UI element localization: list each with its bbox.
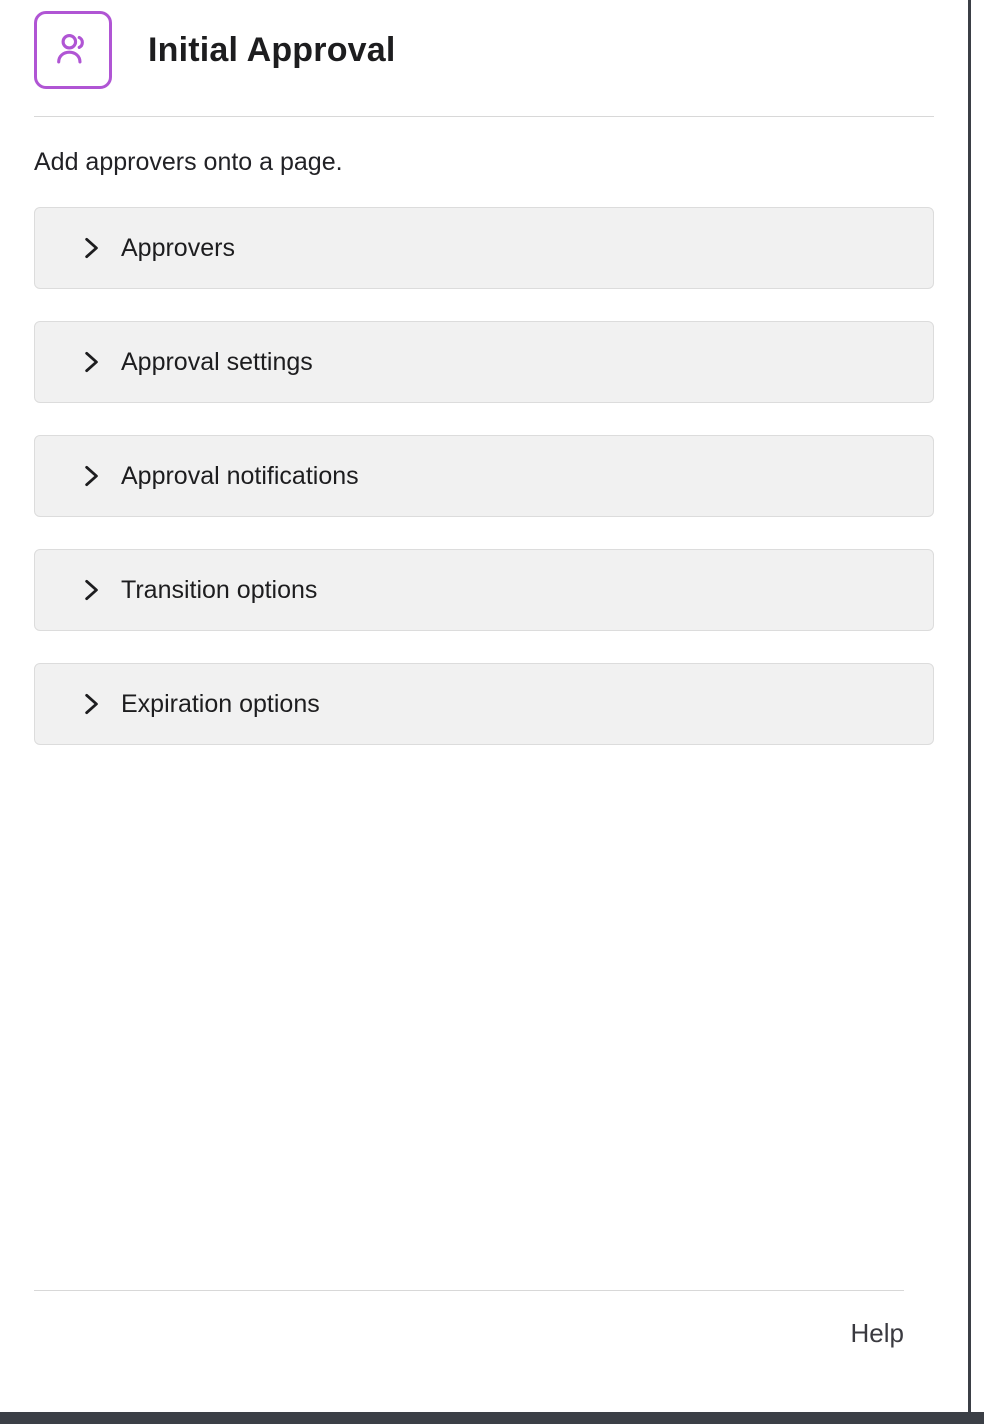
chevron-right-icon <box>61 347 121 377</box>
section-label: Expiration options <box>121 689 320 718</box>
panel-header <box>0 0 968 86</box>
section-label: Approval notifications <box>121 461 359 490</box>
section-label: Approvers <box>121 233 235 262</box>
section-approval-settings[interactable] <box>34 321 934 403</box>
footer-divider <box>34 1290 904 1291</box>
section-transition-options[interactable] <box>34 549 934 631</box>
panel-footer <box>0 1318 968 1349</box>
approvers-people-icon <box>34 11 112 89</box>
chevron-right-icon <box>61 233 121 263</box>
section-approvers[interactable] <box>34 207 934 289</box>
section-label: Approval settings <box>121 347 313 376</box>
help-link[interactable]: Help <box>850 1318 904 1348</box>
chevron-right-icon <box>61 575 121 605</box>
section-approval-notifications[interactable] <box>34 435 934 517</box>
window-bottom-edge <box>0 1412 984 1424</box>
panel-description: Add approvers onto a page. <box>34 148 343 176</box>
section-list <box>0 177 968 745</box>
window-right-edge <box>968 0 984 1412</box>
chevron-right-icon <box>61 461 121 491</box>
page-title: Initial Approval <box>148 30 396 69</box>
section-label: Transition options <box>121 575 318 604</box>
chevron-right-icon <box>61 689 121 719</box>
section-expiration-options[interactable] <box>34 663 934 745</box>
